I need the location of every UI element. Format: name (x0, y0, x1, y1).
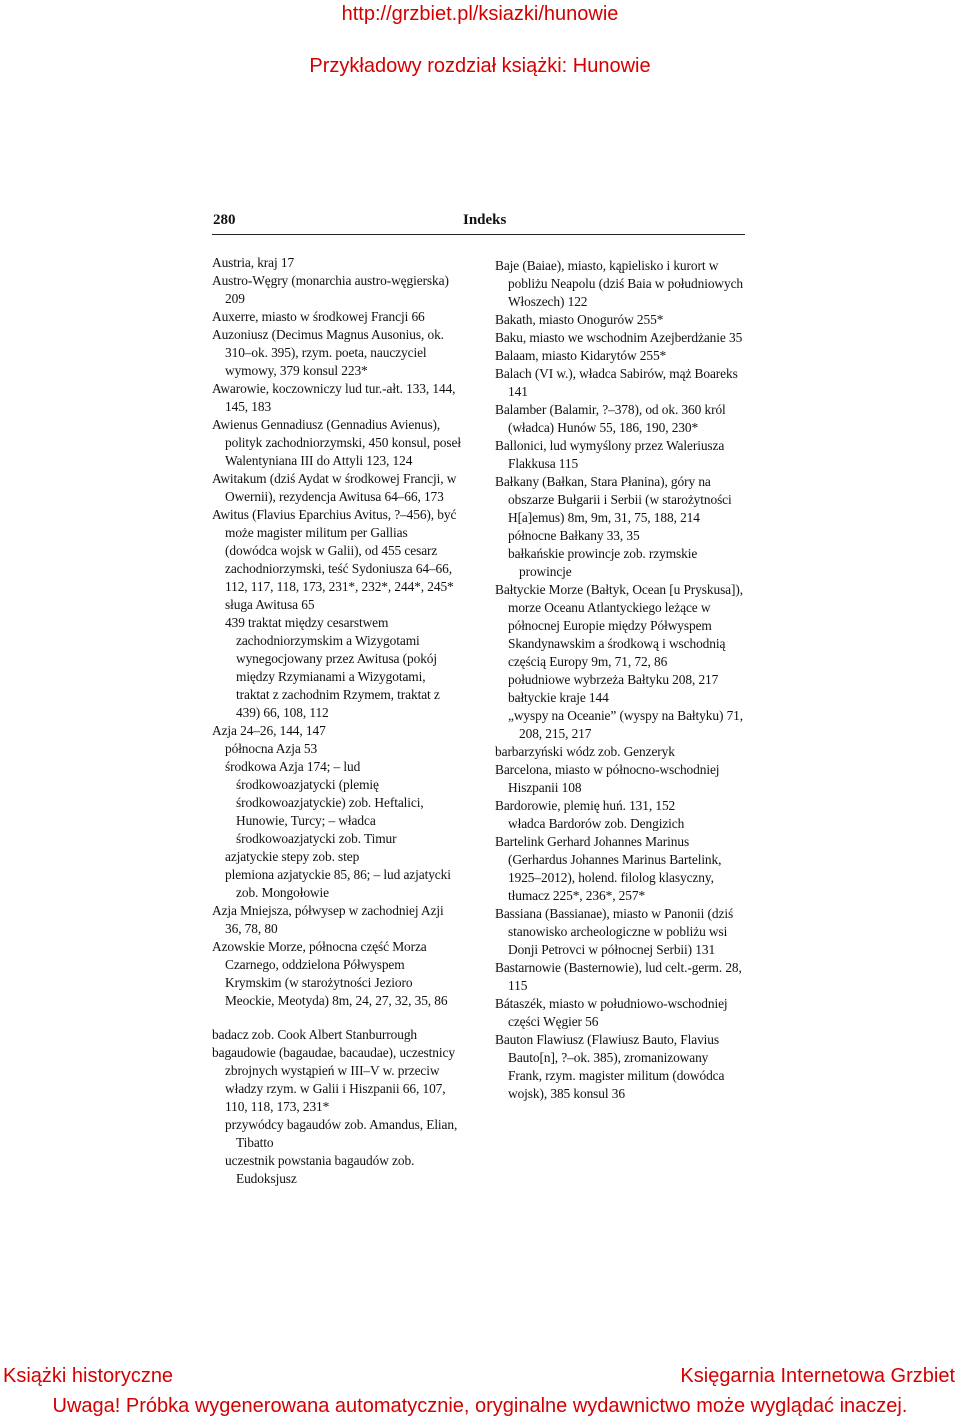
index-entry: władca Bardorów zob. Dengizich (508, 816, 685, 831)
index-entry: barbarzyński wódz zob. Genzeryk (495, 744, 675, 759)
index-entry: Ballonici, lud wymyślony przez Waleriusza Flakkusa 115 (495, 438, 725, 471)
index-entry: południowe wybrzeża Bałtyku 208, 217 (508, 672, 719, 687)
page-title: Indeks (463, 212, 507, 228)
index-entry: bałkańskie prowincje zob. rzymskie prowincje (508, 546, 698, 579)
index-entry: przywódcy bagaudów zob. Amandus, Elian, Tibatto (225, 1117, 458, 1150)
index-entry: północne Bałkany 33, 35 (508, 528, 640, 543)
index-column-right (495, 257, 745, 1103)
index-entry: Bastarnowie (Basternowie), lud celt.-germ. 28, 115 (495, 960, 742, 993)
index-entry: „wyspy na Oceanie” (wyspy na Bałtyku) 71, 208, 215, 217 (508, 708, 744, 741)
index-entry: Awitus (Flavius Eparchius Avitus, ?–456), być może magister militum per Gallias (dowódca wojsk w Galii), od 455 cesarz zachodniorzymski, teść Sydoniusza 64–66, 112, 117, 118, 173, 231*, 232*, 244*, 245* (212, 507, 457, 594)
index-entry: Balaam, miasto Kidarytów 255* (495, 348, 667, 363)
index-entry: Baku, miasto we wschodnim Azejberdżanie 35 (495, 330, 743, 345)
index-column-left (212, 254, 462, 1188)
index-entry: Bátaszék, miasto w południowo-wschodniej części Węgier 56 (495, 996, 728, 1029)
index-entry: Awarowie, koczowniczy lud tur.-ałt. 133, 144, 145, 183 (212, 381, 456, 414)
index-entry: uczestnik powstania bagaudów zob. Eudoksjusz (225, 1153, 415, 1186)
index-entry: Bartelink Gerhard Johannes Marinus (Gerhardus Johannes Marinus Bartelink, 1925–2012), holend. filolog klasyczny, tłumacz 225*, 236*, 257* (495, 834, 722, 903)
index-entry: Bardorowie, plemię huń. 131, 152 (495, 798, 676, 813)
index-entry: Baje (Baiae), miasto, kąpielisko i kurort w pobliżu Neapolu (dziś Baia w południowych Włoszech) 122 (495, 258, 744, 309)
index-entry: Austro-Węgry (monarchia austro-węgierska) 209 (212, 273, 449, 306)
index-entry: Austria, kraj 17 (212, 255, 295, 270)
index-entry: Bassiana (Bassianae), miasto w Panonii (dziś stanowisko archeologiczne w pobliżu wsi Donji Petrovci w północnej Serbii) 131 (495, 906, 734, 957)
index-entry: Azja 24–26, 144, 147 (212, 723, 326, 738)
index-entry: Auzoniusz (Decimus Magnus Ausonius, ok. 310–ok. 395), rzym. poeta, nauczyciel wymowy, 379 konsul 223* (212, 327, 444, 378)
index-entry: Auxerre, miasto w środkowej Francji 66 (212, 309, 425, 324)
index-entry: Bałkany (Bałkan, Stara Płanina), góry na obszarze Bułgarii i Serbii (w starożytności H[a]emus) 8m, 9m, 31, 75, 188, 214 (495, 474, 732, 525)
index-entry: bałtyckie kraje 144 (508, 690, 609, 705)
index-entry: Azowskie Morze, północna część Morza Czarnego, oddzielona Półwyspem Krymskim (w starożytności Jezioro Meockie, Meotyda) 8m, 24, 27, 32, 35, 86 (212, 939, 448, 1008)
index-entry: Balamber (Balamir, ?–378), od ok. 360 król (władca) Hunów 55, 186, 190, 230* (495, 402, 726, 435)
header-rule (212, 234, 745, 235)
index-entry: bagaudowie (bagaudae, bacaudae), uczestnicy zbrojnych wystąpień w III–V w. przeciw władzy rzym. w Galii i Hiszpanii 66, 107, 110, 118, 173, 231* (212, 1045, 455, 1114)
index-entry: Azja Mniejsza, półwysep w zachodniej Azji 36, 78, 80 (212, 903, 444, 936)
index-entry: Awitakum (dziś Aydat w środkowej Francji, w Owernii), rezydencja Awitusa 64–66, 173 (212, 471, 457, 504)
index-entry: Barcelona, miasto w północno-wschodniej Hiszpanii 108 (495, 762, 720, 795)
index-entry: Bałtyckie Morze (Bałtyk, Ocean [u Pryskusa]), morze Oceanu Atlantyckiego leżące w północnej Europie między Półwyspem Skandynawskim a środkową i wschodnią częścią Europy 9m, 71, 72, 86 (495, 582, 743, 669)
footer-notice: Uwaga! Próbka wygenerowana automatycznie, oryginalne wydawnictwo może wyglądać inaczej. (52, 1395, 908, 1417)
index-entry: Balach (VI w.), władca Sabirów, mąż Boareks 141 (495, 366, 738, 399)
index-entry: sługa Awitusa 65 (225, 597, 315, 612)
index-entry: północna Azja 53 (225, 741, 318, 756)
source-url-link[interactable]: http://grzbiet.pl/ksiazki/hunowie (341, 3, 619, 25)
index-entry: 439 traktat między cesarstwem zachodniorzymskim a Wizygotami wynegocjowany przez Awitusa (pokój między Rzymianami a Wizygotami, traktat z zachodnim Rzymem, traktat z 439) 66, 108, 112 (225, 615, 440, 720)
index-entry: Awienus Gennadiusz (Gennadius Avienus), polityk zachodniorzymski, 450 konsul, poseł Walentyniana III do Attyli 123, 124 (212, 417, 461, 468)
index-entry: azjatyckie stepy zob. step (225, 849, 360, 864)
page-number: 280 (213, 212, 236, 228)
index-entry: środkowa Azja 174; – lud środkowoazjatycki (plemię środkowoazjatyckie) zob. Heftalici, Hunowie, Turcy; – władca środkowoazjatycki zob. Timur (225, 759, 424, 846)
index-entry: plemiona azjatyckie 85, 86; – lud azjatycki zob. Mongołowie (225, 867, 451, 900)
footer-category: Książki historyczne (3, 1365, 174, 1387)
index-entry: badacz zob. Cook Albert Stanburrough (212, 1027, 418, 1042)
sample-chapter-title: Przykładowy rozdział książki: Hunowie (309, 55, 651, 77)
footer-store-name: Księgarnia Internetowa Grzbiet (680, 1365, 955, 1387)
index-entry: Bakath, miasto Onogurów 255* (495, 312, 664, 327)
index-entry: Bauton Flawiusz (Flawiusz Bauto, Flavius Bauto[n], ?–ok. 385), zromanizowany Frank, rzym. magister militum (dowódca wojsk), 385 konsul 36 (495, 1032, 725, 1101)
